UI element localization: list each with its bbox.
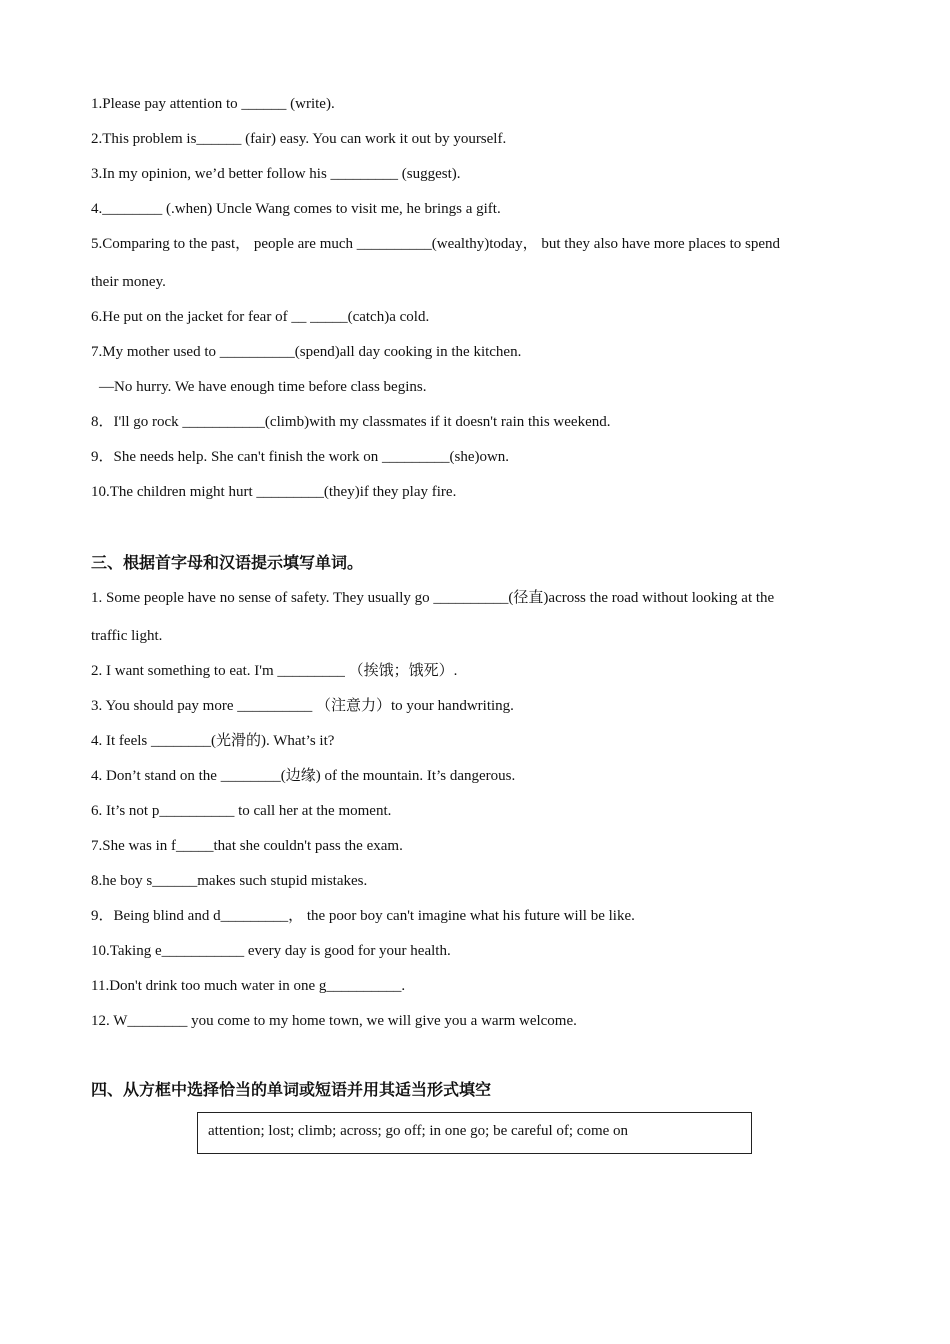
- list-item: 5.Comparing to the past， people are much __________(wealthy)today， but they also have more places to spend: [91, 236, 780, 252]
- list-item: 2.This problem is______ (fair) easy. You can work it out by yourself.: [91, 131, 507, 147]
- list-item: 4. Don’t stand on the ________(边缘) of the mountain. It’s dangerous.: [91, 768, 516, 784]
- section4-heading: 四、从方框中选择恰当的单词或短语并用其适当形式填空: [91, 1080, 492, 1099]
- list-item-continuation: their money.: [91, 274, 166, 290]
- list-item: 4. It feels ________(光滑的). What’s it?: [91, 733, 335, 749]
- section3-heading: 三、根据首字母和汉语提示填写单词。: [91, 553, 364, 572]
- word-bank-box: [197, 1112, 752, 1154]
- list-item: 9．Being blind and d_________， the poor boy can't imagine what his future will be like.: [91, 908, 635, 924]
- list-item: 10.The children might hurt _________(they)if they play fire.: [91, 484, 457, 500]
- list-item: 7.My mother used to __________(spend)all day cooking in the kitchen.: [91, 344, 522, 360]
- list-item: 4.________ (.when) Uncle Wang comes to visit me, he brings a gift.: [91, 201, 501, 217]
- list-item: —No hurry. We have enough time before class begins.: [99, 379, 427, 395]
- word-bank-text: attention; lost; climb; across; go off; in one go; be careful of; come on: [208, 1123, 629, 1139]
- list-item: 10.Taking e___________ every day is good for your health.: [91, 943, 451, 959]
- list-item: 9．She needs help. She can't finish the work on _________(she)own.: [91, 449, 510, 465]
- list-item: 6.He put on the jacket for fear of __ _____(catch)a cold.: [91, 309, 430, 325]
- list-item: 6. It’s not p__________ to call her at the moment.: [91, 803, 392, 819]
- list-item: 2. I want something to eat. I'm _________ （挨饿；饿死）.: [91, 663, 458, 679]
- list-item: 3.In my opinion, we’d better follow his _________ (suggest).: [91, 166, 461, 182]
- list-item-continuation: traffic light.: [91, 628, 163, 644]
- list-item: 12. W________ you come to my home town, we will give you a warm welcome.: [91, 1013, 577, 1029]
- list-item: 7.She was in f_____that she couldn't pass the exam.: [91, 838, 403, 854]
- list-item: 8.he boy s______makes such stupid mistakes.: [91, 873, 368, 889]
- list-item: 1.Please pay attention to ______ (write).: [91, 96, 335, 112]
- list-item: 8．I'll go rock ___________(climb)with my classmates if it doesn't rain this weekend.: [91, 414, 611, 430]
- list-item: 1. Some people have no sense of safety. They usually go __________(径直)across the road without looking at the: [91, 590, 775, 606]
- list-item: 3. You should pay more __________ （注意力）to your handwriting.: [91, 698, 514, 714]
- list-item: 11.Don't drink too much water in one g__________.: [91, 978, 406, 994]
